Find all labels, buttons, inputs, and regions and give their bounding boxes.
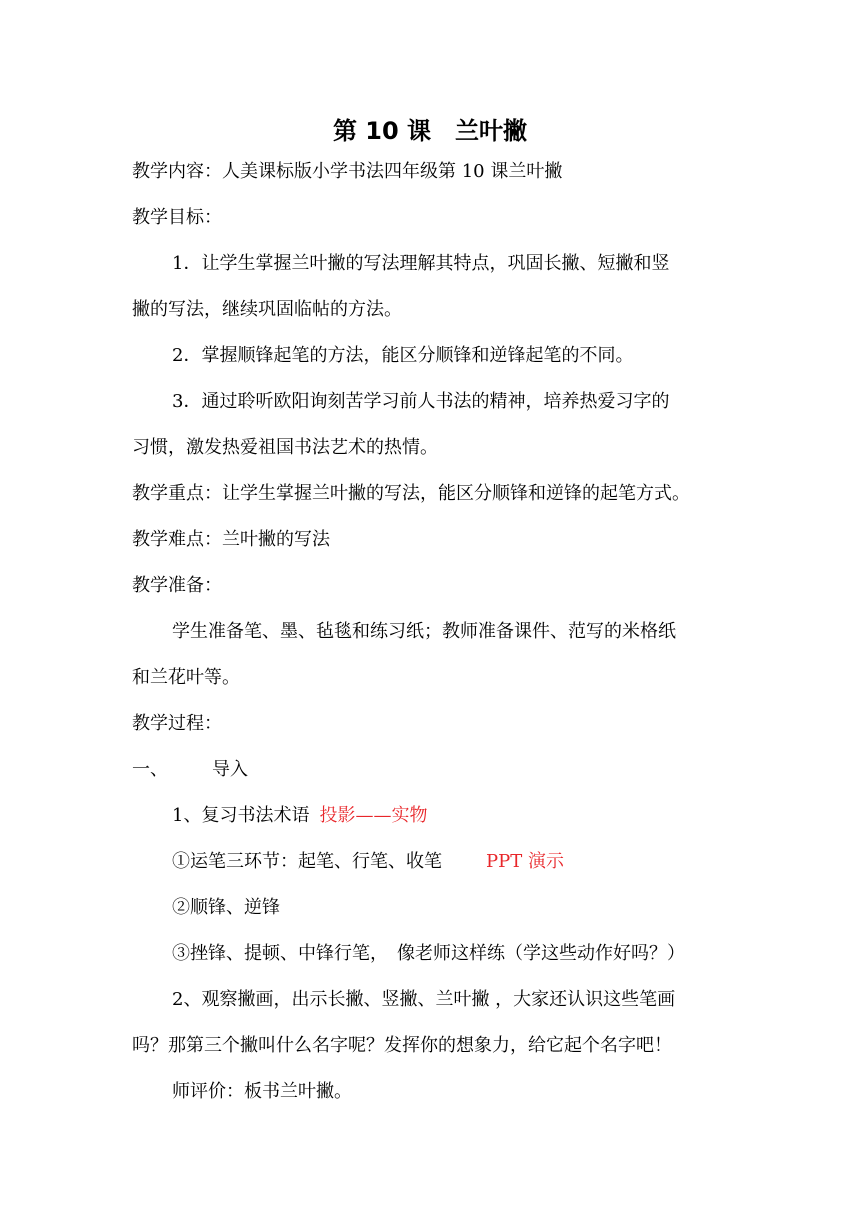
step-2-line-1: 2、观察撇画，出示长撇、竖撇、兰叶撇 ，大家还认识这些笔画 (172, 989, 676, 1010)
difficulty: 教学难点：兰叶撇的写法 (132, 529, 330, 550)
section-1-number: 一、 (132, 759, 168, 780)
goal-1-line-2: 撇的写法，继续巩固临帖的方法。 (132, 299, 402, 320)
item-1-text: ①运笔三环节：起笔、行笔、收笔 (172, 851, 442, 872)
goal-3-line-2: 习惯，激发热爱祖国书法艺术的热情。 (132, 437, 438, 458)
goal-3-line-1: 3．通过聆听欧阳询刻苦学习前人书法的精神，培养热爱习字的 (172, 391, 670, 412)
step-1 (0, 804, 860, 828)
step-2-line-2: 吗？那第三个撇叫什么名字呢？发挥你的想象力，给它起个名字吧！ (132, 1035, 672, 1056)
key-points: 教学重点：让学生掌握兰叶撇的写法，能区分顺锋和逆锋的起笔方式。 (132, 483, 690, 504)
step-1-note: 投影——实物 (319, 805, 428, 826)
prep-line-2: 和兰花叶等。 (132, 667, 240, 688)
goal-2: 2．掌握顺锋起笔的方法，能区分顺锋和逆锋起笔的不同。 (172, 345, 634, 366)
process-heading: 教学过程： (132, 713, 222, 734)
step-1-text: 1、复习书法术语 (172, 805, 310, 826)
item-1 (0, 850, 860, 874)
section-1-heading (0, 758, 860, 782)
goal-1-line-1: 1．让学生掌握兰叶撇的写法理解其特点，巩固长撇、短撇和竖 (172, 253, 670, 274)
lesson-title: 第 10 课 兰叶撇 (332, 117, 528, 145)
teacher-eval: 师评价：板书兰叶撇。 (172, 1081, 352, 1102)
item-1-note: PPT 演示 (486, 851, 564, 872)
prep-line-1: 学生准备笔、墨、毡毯和练习纸；教师准备课件、范写的米格纸 (172, 621, 676, 642)
prep-heading: 教学准备： (132, 575, 222, 596)
item-3: ③挫锋、提顿、中锋行笔， 像老师这样练（学这些动作好吗？） (172, 943, 685, 964)
section-1-title: 导入 (212, 759, 248, 780)
goals-heading: 教学目标： (132, 207, 222, 228)
content-line: 教学内容：人美课标版小学书法四年级第 10 课兰叶撇 (132, 161, 563, 182)
item-2: ②顺锋、逆锋 (172, 897, 280, 918)
